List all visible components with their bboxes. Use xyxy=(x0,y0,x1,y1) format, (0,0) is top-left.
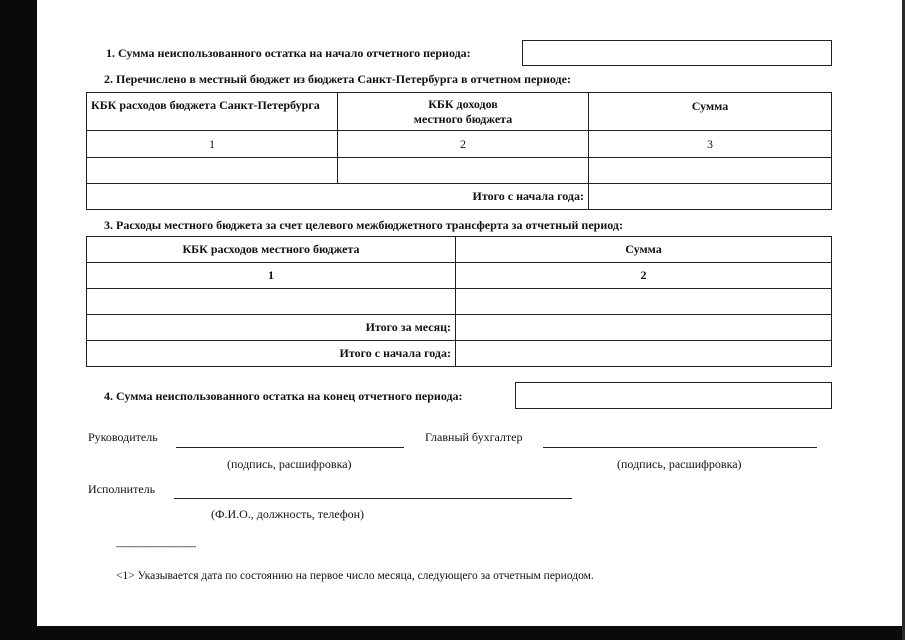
section3-header-kbk: КБК расходов местного бюджета xyxy=(87,237,456,263)
section2-total-cell[interactable] xyxy=(589,184,832,210)
section3-table xyxy=(86,236,832,367)
section3-month-total-cell[interactable] xyxy=(456,315,832,341)
section3-label: 3. Расходы местного бюджета за счет целевого межбюджетного трансферта за отчетный период: xyxy=(104,218,623,232)
section2-colnum-3: 3 xyxy=(589,131,832,158)
section3-header-sum: Сумма xyxy=(456,237,832,263)
section3-month-total-label: Итого за месяц: xyxy=(87,315,456,341)
scan-border-bottom xyxy=(0,626,905,640)
section3-month-total-row xyxy=(87,315,832,341)
section2-data-row xyxy=(87,158,832,184)
section2-header-kbk-income xyxy=(338,93,589,131)
executor-signature-line[interactable] xyxy=(174,498,572,499)
head-label: Руководитель xyxy=(88,430,158,444)
section2-cell-kbk-expense[interactable] xyxy=(87,158,338,184)
section3-colnum-2: 2 xyxy=(456,263,832,289)
section3-colnum-1: 1 xyxy=(87,263,456,289)
section4-label: 4. Сумма неиспользованного остатка на конец отчетного периода: xyxy=(104,389,463,403)
section2-total-row xyxy=(87,184,832,210)
footnote-text: <1> Указывается дата по состоянию на первое число месяца, следующего за отчетным периодом. xyxy=(116,570,594,582)
section2-number-row xyxy=(87,131,832,158)
section2-header-kbk-income-line2: местного бюджета xyxy=(413,111,513,126)
section4-amount-field[interactable] xyxy=(515,382,832,409)
section2-total-label: Итого с начала года: xyxy=(87,184,589,210)
head-signature-line[interactable] xyxy=(176,447,404,448)
accountant-signature-line[interactable] xyxy=(543,447,817,448)
section2-cell-sum[interactable] xyxy=(589,158,832,184)
section3-cell-kbk[interactable] xyxy=(87,289,456,315)
section1-label: 1. Сумма неиспользованного остатка на начало отчетного периода: xyxy=(106,46,471,60)
section2-header-row xyxy=(87,93,832,131)
section3-year-total-row xyxy=(87,341,832,367)
scan-border-left xyxy=(0,0,37,640)
accountant-label: Главный бухгалтер xyxy=(425,430,523,444)
section3-data-row xyxy=(87,289,832,315)
section3-number-row xyxy=(87,263,832,289)
head-caption: (подпись, расшифровка) xyxy=(227,457,352,471)
footnote-separator: -------------------------------- xyxy=(116,541,196,551)
section2-table xyxy=(86,92,832,210)
executor-caption: (Ф.И.О., должность, телефон) xyxy=(211,507,365,521)
section2-cell-kbk-income[interactable] xyxy=(338,158,589,184)
accountant-caption: (подпись, расшифровка) xyxy=(617,457,742,471)
section3-year-total-label: Итого с начала года: xyxy=(87,341,456,367)
section2-colnum-2: 2 xyxy=(338,131,589,158)
executor-label: Исполнитель xyxy=(88,482,156,496)
section2-colnum-1: 1 xyxy=(87,131,338,158)
section2-label: 2. Перечислено в местный бюджет из бюджета Санкт-Петербурга в отчетном периоде: xyxy=(104,72,571,86)
section2-header-kbk-expense: КБК расходов бюджета Санкт-Петербурга xyxy=(87,93,338,131)
section3-year-total-cell[interactable] xyxy=(456,341,832,367)
section3-header-row xyxy=(87,237,832,263)
section2-header-kbk-income-line1: КБК доходов xyxy=(428,96,498,111)
section2-header-sum: Сумма xyxy=(589,93,832,131)
section1-amount-field[interactable] xyxy=(522,40,832,66)
section3-cell-sum[interactable] xyxy=(456,289,832,315)
